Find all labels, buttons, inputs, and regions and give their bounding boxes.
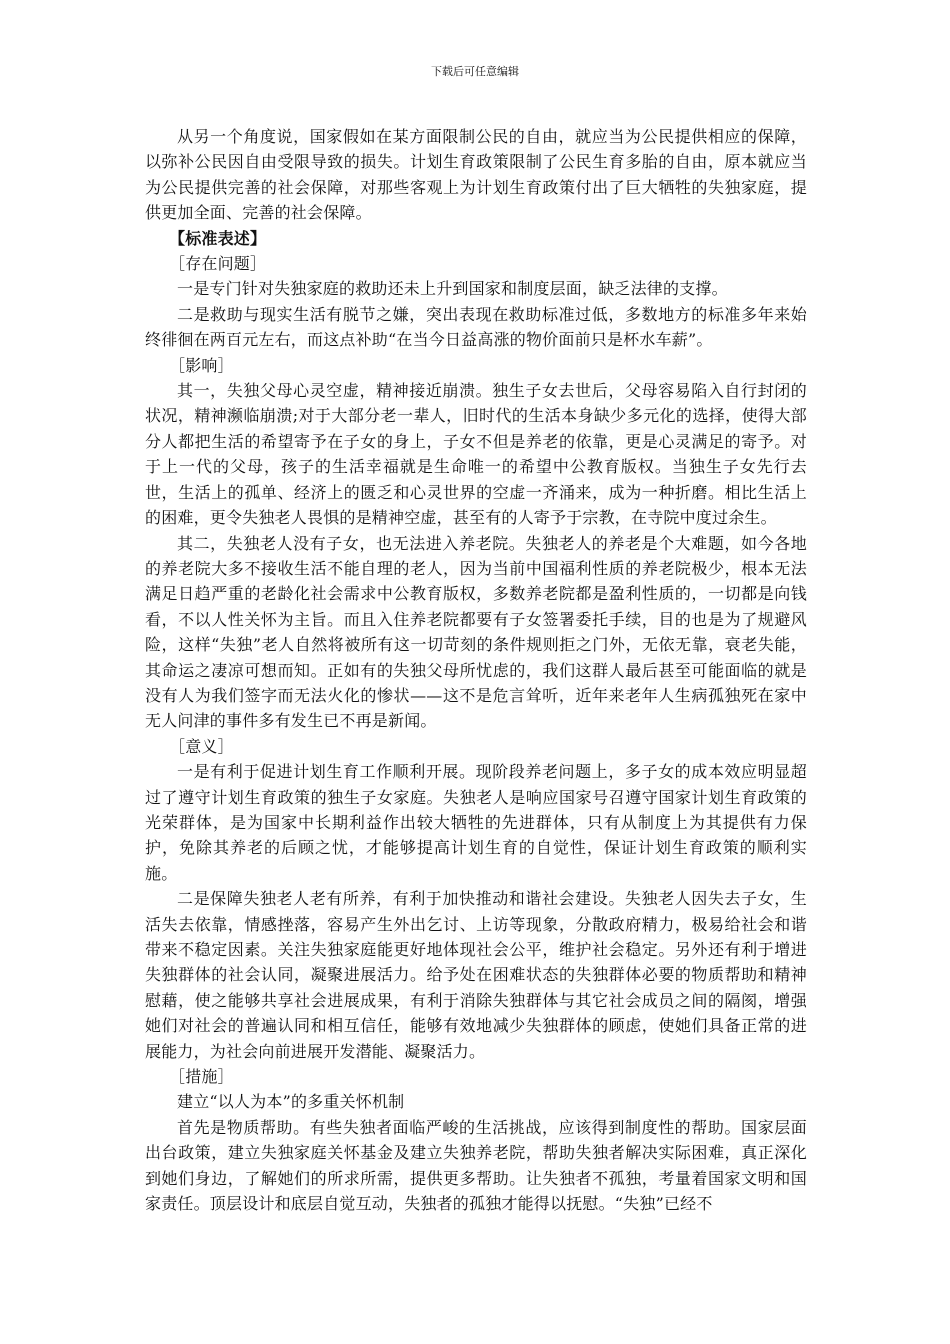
section-heading-standard: 【标准表述】 bbox=[169, 228, 267, 248]
page-header-note: 下载后可任意编辑 bbox=[431, 65, 519, 78]
subheading-impact: ［影响］ bbox=[169, 355, 234, 375]
paragraph-problem-2: 二是救助与现实生活有脱节之嫌，突出表现在救助标准过低，多数地方的标准多年来始终徘徊在两百元左右，而这点补助“在当今日益高涨的物价面前只是杯水车薪”。 bbox=[145, 304, 807, 350]
document-body bbox=[145, 124, 807, 1216]
paragraph-impact-1: 其一，失独父母心灵空虚，精神接近崩溃。独生子女去世后，父母容易陷入自行封闭的状况，精神濒临崩溃;对于大部分老一辈人，旧时代的生活本身缺少多元化的选择，使得大部分人都把生活的希望寄予在子女的身上，子女不但是养老的依靠，更是心灵满足的寄予。对于上一代的父母，孩子的生活幸福就是生命唯一的希望中公教育版权。当独生子女先行去世，生活上的孤单、经济上的匮乏和心灵世界的空虚一齐涌来，成为一种折磨。相比生活上的困难，更令失独老人畏惧的是精神空虚，甚至有的人寄予于宗教，在寺院中度过余生。 bbox=[145, 381, 807, 528]
subheading-measures: ［措施］ bbox=[169, 1067, 234, 1087]
subheading-problems: ［存在问题］ bbox=[169, 254, 267, 274]
paragraph-measure-1: 首先是物质帮助。有些失独者面临严峻的生活挑战，应该得到制度性的帮助。国家层面出台政策，建立失独家庭关怀基金及建立失独养老院，帮助失独者解决实际困难，真正深化到她们身边，了解她们的所求所需，提供更多帮助。让失独者不孤独，考量着国家文明和国家责任。顶层设计和底层自觉互动，失独者的孤独才能得以抚慰。“失独”已经不 bbox=[145, 1117, 807, 1214]
measures-title: 建立“以人为本”的多重关怀机制 bbox=[177, 1092, 405, 1112]
paragraph-intro: 从另一个角度说，国家假如在某方面限制公民的自由，就应当为公民提供相应的保障，以弥补公民因自由受限导致的损失。计划生育政策限制了公民生育多胎的自由，原本就应当为公民提供完善的社会保障，对那些客观上为计划生育政策付出了巨大牺牲的失独家庭，提供更加全面、完善的社会保障。 bbox=[145, 127, 807, 223]
paragraph-problem-1: 一是专门针对失独家庭的救助还未上升到国家和制度层面，缺乏法律的支撑。 bbox=[177, 279, 728, 299]
paragraph-significance-1: 一是有利于促进计划生育工作顺利开展。现阶段养老问题上，多子女的成本效应明显超过了遵守计划生育政策的独生子女家庭。失独老人是响应国家号召遵守国家计划生育政策的光荣群体，是为国家中长期利益作出较大牺牲的先进群体，只有从制度上为其提供有力保护，免除其养老的后顾之忧，才能够提高计划生育的自觉性，保证计划生育政策的顺利实施。 bbox=[145, 762, 807, 883]
subheading-significance: ［意义］ bbox=[169, 736, 234, 756]
paragraph-significance-2: 二是保障失独老人老有所养，有利于加快推动和谐社会建设。失独老人因失去子女，生活失去依靠，情感挫落，容易产生外出乞讨、上访等现象，分散政府精力，极易给社会和谐带来不稳定因素。关注失独家庭能更好地体现社会公平，维护社会稳定。另外还有利于增进失独群体的社会认同，凝聚进展活力。给予处在困难状态的失独群体必要的物质帮助和精神慰藉，使之能够共享社会进展成果，有利于消除失独群体与其它社会成员之间的隔阂，增强她们对社会的普遍认同和相互信任，能够有效地减少失独群体的顾虑，使她们具备正常的进展能力，为社会向前进展开发潜能、凝聚活力。 bbox=[145, 889, 807, 1061]
paragraph-impact-2: 其二，失独老人没有子女，也无法进入养老院。失独老人的养老是个大难题，如今各地的养老院大多不接收生活不能自理的老人，因为当前中国福利性质的养老院极少，根本无法满足日趋严重的老龄化社会需求中公教育版权，多数养老院都是盈利性质的，一切都是向钱看，不以人性关怀为主旨。而且入住养老院都要有子女签署委托手续，目的也是为了规避风险，这样“失独”老人自然将被所有这一切苛刻的条件规则拒之门外，无依无靠，衰老失能，其命运之凄凉可想而知。正如有的失独父母所忧虑的，我们这群人最后甚至可能面临的就是没有人为我们签字而无法火化的惨状——这不是危言耸听，近年来老年人生病孤独死在家中无人问津的事件多有发生已不再是新闻。 bbox=[145, 533, 807, 731]
